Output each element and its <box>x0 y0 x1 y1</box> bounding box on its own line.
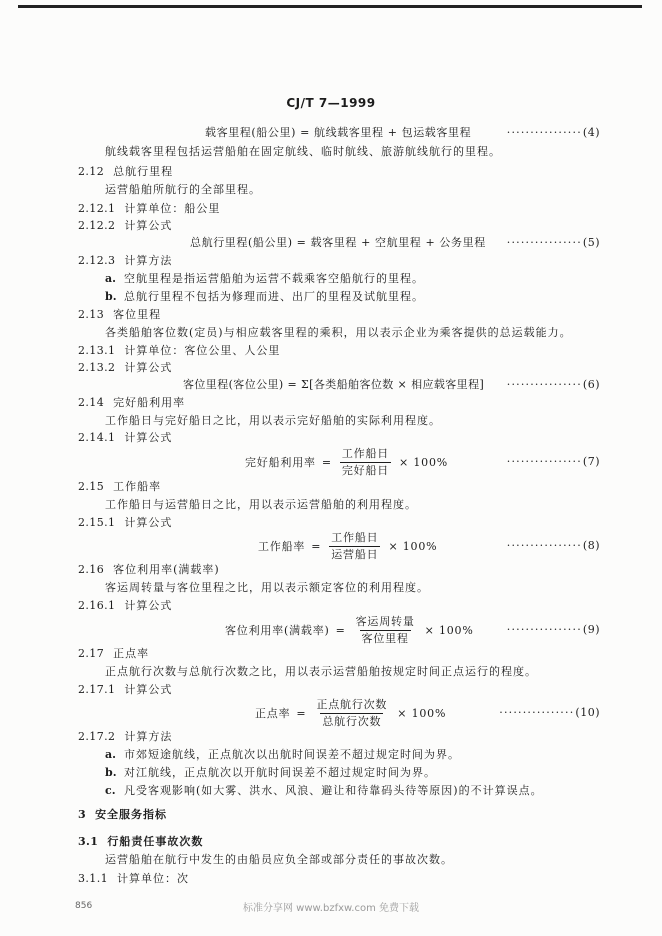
leader-dots: ················ <box>506 126 582 139</box>
page-top-rule <box>18 5 642 8</box>
formula-8 <box>258 530 437 562</box>
section-3-1-1-heading <box>78 872 189 886</box>
section-title: 客位利用率(满载率) <box>113 563 220 576</box>
formula-factor: × 100% <box>397 706 447 720</box>
section-title: 工作船率 <box>113 480 162 493</box>
formula-lhs: 完好船利用率 <box>245 456 316 469</box>
formula-10 <box>255 697 446 729</box>
watermark: 标准分享网 www.bzfxw.com 免费下载 <box>243 903 419 914</box>
section-2-17-1-heading <box>78 683 172 697</box>
equation-number: (4) <box>582 126 600 139</box>
formula-7 <box>245 446 448 478</box>
section-title: 计算单位：次 <box>117 872 189 885</box>
section-number: 2.12.2 <box>78 219 116 232</box>
fraction <box>329 531 380 562</box>
section-title: 计算公式 <box>124 219 173 232</box>
leader-dots: ················ <box>506 455 582 468</box>
section-2-12-3-heading <box>78 254 172 268</box>
paragraph: 工作船日与运营船日之比，用以表示运营船舶的利用程度。 <box>105 498 417 511</box>
section-title: 总航行里程 <box>113 165 174 178</box>
paragraph: 工作船日与完好船日之比，用以表示完好船舶的实际利用程度。 <box>105 414 441 427</box>
section-2-12-heading <box>78 165 173 179</box>
equation-number: (7) <box>582 455 600 468</box>
section-title: 安全服务指标 <box>95 808 168 821</box>
paragraph: 各类船舶客位数(定员)与相应载客里程的乘积，用以表示企业为乘客提供的总运载能力。 <box>105 326 572 339</box>
fraction-numerator: 工作船日 <box>341 446 390 460</box>
list-marker: b. <box>105 290 117 303</box>
list-item <box>105 748 460 762</box>
list-item <box>105 272 424 286</box>
section-2-16-1-heading <box>78 599 172 613</box>
equals-sign: = <box>311 539 322 553</box>
section-title: 计算公式 <box>124 361 173 374</box>
fraction <box>354 615 417 646</box>
fraction-numerator: 客运周转量 <box>355 614 415 628</box>
fraction-denominator: 客位里程 <box>361 631 409 645</box>
paragraph: 航线载客里程包括运营船舶在固定航线、临时航线、旅游航线航行的里程。 <box>105 145 501 158</box>
section-2-15-1-heading <box>78 516 172 530</box>
equation-number-5 <box>488 236 600 250</box>
leader-dots: ················ <box>499 706 575 719</box>
section-2-12-2-heading <box>78 219 172 233</box>
section-3-heading <box>78 808 167 822</box>
list-item <box>105 290 424 304</box>
list-item <box>105 784 543 798</box>
equation-number-4 <box>488 126 600 140</box>
paragraph: 正点航行次数与总航行次数之比，用以表示运营船舶按规定时间正点运行的程度。 <box>105 665 537 678</box>
section-number: 2.14 <box>78 396 105 409</box>
section-number: 2.12.1 <box>78 202 116 215</box>
equation-number: (10) <box>575 706 600 719</box>
fraction <box>314 698 389 729</box>
section-number: 2.14.1 <box>78 431 116 444</box>
fraction-numerator: 工作船日 <box>331 530 379 544</box>
section-2-13-1-heading <box>78 344 280 358</box>
equation-number-6 <box>488 378 600 392</box>
section-title: 计算公式 <box>124 599 173 612</box>
section-number: 2.16 <box>78 563 105 576</box>
section-2-16-heading <box>78 563 220 577</box>
section-title: 行船责任事故次数 <box>107 835 204 848</box>
section-2-17-heading <box>78 647 149 661</box>
list-item-text: 空航里程是指运营船舶为运营不载乘客空船航行的里程。 <box>124 272 424 285</box>
section-title: 计算公式 <box>124 431 173 444</box>
section-number: 3.1 <box>78 835 99 848</box>
formula-9 <box>225 614 474 646</box>
equation-number-8 <box>488 539 600 553</box>
section-number: 3.1.1 <box>78 872 108 885</box>
fraction-denominator: 完好船日 <box>341 463 390 477</box>
list-item-text: 市郊短途航线，正点航次以出航时间误差不超过规定时间为界。 <box>124 748 460 761</box>
leader-dots: ················ <box>506 378 582 391</box>
list-marker: a. <box>105 748 116 761</box>
section-number: 2.13.2 <box>78 361 116 374</box>
section-title: 计算公式 <box>124 516 173 529</box>
list-marker: c. <box>105 784 116 797</box>
section-number: 2.12.3 <box>78 254 116 267</box>
formula-factor: × 100% <box>399 455 449 469</box>
fraction-numerator: 正点航行次数 <box>316 697 388 711</box>
list-marker: b. <box>105 766 117 779</box>
section-2-13-heading <box>78 308 161 322</box>
page-number: 856 <box>75 901 93 911</box>
formula-6: 客位里程(客位公里) = Σ[各类船舶客位数 × 相应载客里程] <box>183 378 485 391</box>
section-title: 计算单位：客位公里、人公里 <box>124 344 281 357</box>
equals-sign: = <box>321 455 332 469</box>
equation-number: (5) <box>582 236 600 249</box>
section-2-14-1-heading <box>78 431 172 445</box>
equation-number-10 <box>488 706 600 720</box>
section-number: 2.15.1 <box>78 516 116 529</box>
list-item-text: 总航行里程不包括为修理而进、出厂的里程及试航里程。 <box>124 290 424 303</box>
list-item <box>105 766 436 780</box>
paragraph: 客运周转量与客位里程之比，用以表示额定客位的利用程度。 <box>105 581 429 594</box>
formula-factor: × 100% <box>388 539 438 553</box>
formula-lhs: 正点率 <box>255 707 291 720</box>
formula-lhs: 客位利用率(满载率) <box>225 624 330 637</box>
section-number: 2.16.1 <box>78 599 116 612</box>
list-item-text: 对江航线，正点航次以开航时间误差不超过规定时间为界。 <box>124 766 436 779</box>
equation-number: (6) <box>582 378 600 391</box>
section-2-13-2-heading <box>78 361 172 375</box>
section-number: 2.13 <box>78 308 105 321</box>
equals-sign: = <box>335 623 346 637</box>
section-3-1-heading <box>78 835 203 849</box>
standard-code-header: CJ/T 7—1999 <box>286 96 376 110</box>
equation-number: (9) <box>582 623 600 636</box>
formula-5: 总航行里程(船公里) = 载客里程 + 空航里程 + 公务里程 <box>190 236 486 249</box>
section-number: 3 <box>78 808 87 821</box>
paragraph: 运营船舶在航行中发生的由船员应负全部或部分责任的事故次数。 <box>105 853 453 866</box>
section-number: 2.15 <box>78 480 105 493</box>
section-2-17-2-heading <box>78 730 172 744</box>
fraction-denominator: 总航行次数 <box>322 714 382 728</box>
paragraph: 运营船舶所航行的全部里程。 <box>105 183 261 196</box>
leader-dots: ················ <box>506 236 582 249</box>
section-2-15-heading <box>78 480 161 494</box>
equation-number-7 <box>488 455 600 469</box>
section-title: 正点率 <box>113 647 150 660</box>
formula-lhs: 工作船率 <box>258 540 306 553</box>
section-number: 2.12 <box>78 165 105 178</box>
leader-dots: ················ <box>506 539 582 552</box>
section-2-12-1-heading <box>78 202 220 216</box>
equals-sign: = <box>296 706 307 720</box>
equation-number-9 <box>488 623 600 637</box>
section-number: 2.17.2 <box>78 730 116 743</box>
section-title: 计算公式 <box>124 683 173 696</box>
formula-4: 载客里程(船公里) = 航线载客里程 + 包运载客里程 <box>205 126 472 139</box>
section-title: 完好船利用率 <box>113 396 186 409</box>
section-title: 计算方法 <box>124 254 173 267</box>
equation-number: (8) <box>582 539 600 552</box>
section-title: 计算单位：船公里 <box>124 202 221 215</box>
leader-dots: ················ <box>506 623 582 636</box>
section-title: 客位里程 <box>113 308 162 321</box>
section-2-14-heading <box>78 396 185 410</box>
formula-factor: × 100% <box>424 623 474 637</box>
fraction <box>340 447 391 478</box>
section-number: 2.13.1 <box>78 344 116 357</box>
section-number: 2.17.1 <box>78 683 116 696</box>
section-title: 计算方法 <box>124 730 173 743</box>
list-item-text: 凡受客观影响(如大雾、洪水、风浪、避让和待靠码头待等原因)的不计算误点。 <box>124 784 543 797</box>
fraction-denominator: 运营船日 <box>331 547 379 561</box>
list-marker: a. <box>105 272 116 285</box>
section-number: 2.17 <box>78 647 105 660</box>
